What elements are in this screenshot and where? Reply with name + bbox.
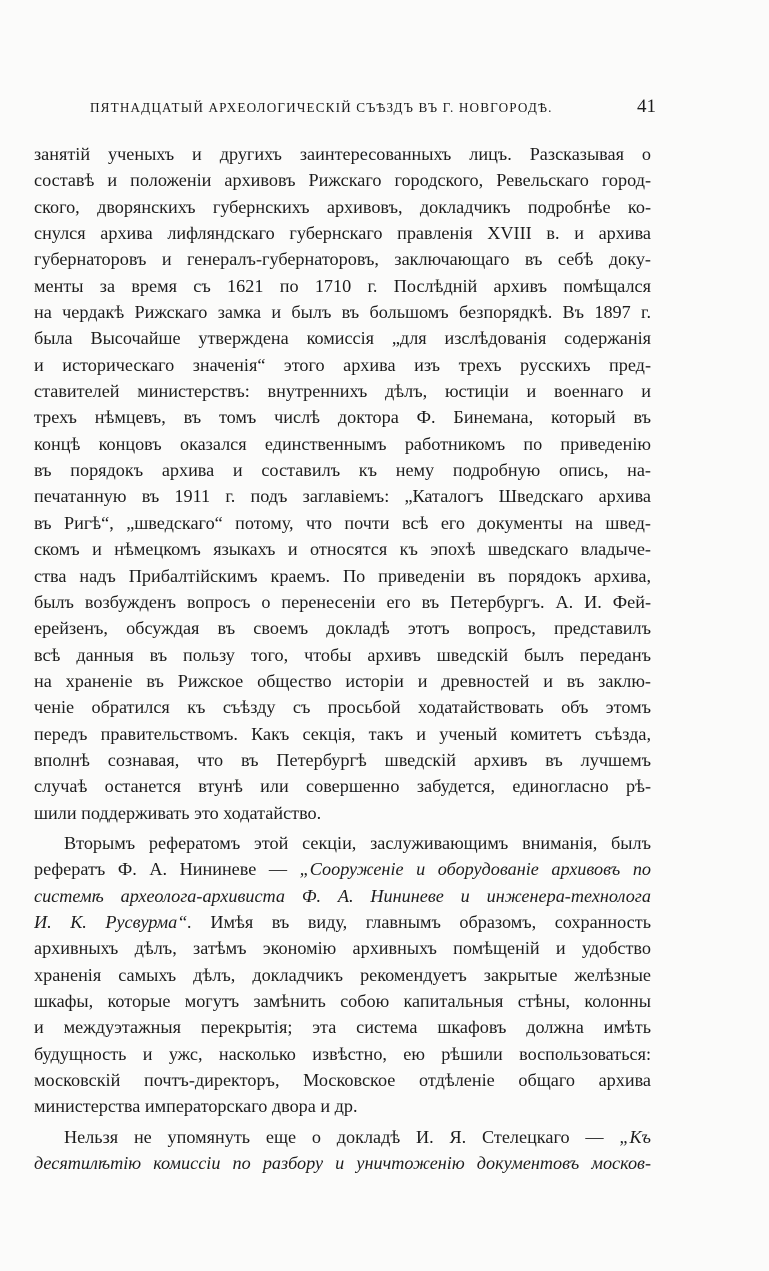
text-line [34, 483, 651, 509]
line-text: ского, дворянскихъ губернскихъ архивовъ, докладчикъ подробнѣе ко- [34, 196, 651, 217]
line-text: министерства императорскаго двора и др. [34, 1096, 358, 1117]
text-line [34, 352, 651, 378]
line-text: всѣ данныя въ пользу того, чтобы архивъ шведскій былъ переданъ [34, 644, 651, 665]
text-line [34, 773, 651, 799]
text-line [34, 404, 651, 430]
text-line [34, 299, 651, 325]
running-head [90, 96, 656, 122]
text-line [34, 721, 651, 747]
text-line [34, 909, 651, 935]
text-line [34, 431, 651, 457]
line-text: шкафы, которые могутъ замѣнить собою капитальныя стѣны, колонны [34, 991, 651, 1011]
text-line [34, 141, 651, 167]
line-text: ерейзенъ, обсуждая въ своемъ докладѣ этотъ вопросъ, представилъ [34, 618, 651, 639]
text-line [34, 642, 651, 668]
line-text: печатанную въ 1911 г. подъ заглавіемъ: „Каталогъ Шведскаго архива [34, 486, 651, 507]
line-italic-text: „Сооруженіе и оборудованіе архивовъ по [299, 859, 651, 880]
line-italic-text: десятилѣтію комиссіи по разбору и уничтоженію документовъ москов- [34, 1153, 651, 1174]
page-number: 41 [637, 96, 656, 117]
line-text: и историческаго значенія“ этого архива изъ трехъ русскихъ пред- [34, 354, 651, 375]
line-text: ставителей министерствъ: внутреннихъ дѣлъ, юстиціи и военнаго и [34, 381, 651, 402]
text-line [34, 988, 651, 1014]
text-line [34, 615, 651, 641]
line-text: составѣ и положеніи архивовъ Рижскаго городского, Ревельскаго город- [34, 170, 651, 191]
text-line [34, 1150, 651, 1176]
text-line [34, 457, 651, 483]
text-line [34, 563, 651, 589]
line-text: Вторымъ рефератомъ этой секціи, заслуживающимъ вниманія, былъ [64, 832, 651, 853]
line-text: московскій почтъ-директоръ, Московское отдѣленіе общаго архива [34, 1070, 651, 1091]
line-text: и междуэтажныя перекрытія; эта система шкафовъ должна имѣть [34, 1017, 651, 1038]
line-text: трехъ нѣмцевъ, въ томъ числѣ доктора Ф. Бинемана, который въ [34, 407, 651, 428]
line-text: губернаторовъ и генералъ-губернаторовъ, заключающаго въ себѣ доку- [34, 249, 651, 270]
text-line [34, 589, 651, 615]
text-line [34, 536, 651, 562]
line-text: на храненіе въ Рижское общество исторіи и древностей и въ заклю- [34, 670, 651, 691]
line-text: былъ возбужденъ вопросъ о перенесеніи его въ Петербургъ. А. И. Фей- [34, 591, 651, 612]
text-line [34, 747, 651, 773]
line-italic-text: системѣ археолога-архивиста Ф. А. Нининеве и инженера-технолога [34, 885, 651, 906]
text-line [34, 325, 651, 351]
line-text: рефератъ Ф. А. Нининеве — [34, 859, 300, 880]
line-text: храненія самыхъ дѣлъ, докладчикъ рекомендуетъ закрытые желѣзные [34, 964, 651, 985]
text-line [34, 1041, 651, 1067]
text-line [34, 246, 651, 272]
text-line [34, 935, 651, 961]
text-line [34, 668, 651, 694]
line-text: менты за время съ 1621 по 1710 г. Послѣдній архивъ помѣщался [34, 275, 651, 296]
text-line [34, 378, 651, 404]
text-line [34, 1124, 651, 1150]
line-text: архивныхъ дѣлъ, затѣмъ экономію архивныхъ помѣщеній и удобство [34, 938, 651, 959]
text-line [34, 856, 651, 882]
line-text-rest: Имѣя въ виду, главнымъ образомъ, сохранность [191, 911, 651, 932]
line-text: въ Ригѣ“, „шведскаго“ потому, что почти всѣ его документы на швед- [34, 512, 651, 533]
line-text: случаѣ останется втунѣ или совершенно забудется, единогласно рѣ- [34, 776, 651, 797]
line-italic-text: И. К. Русвурма“. [34, 911, 192, 932]
line-italic-text: „Къ [619, 1126, 651, 1147]
line-text: вполнѣ сознавая, что въ Петербургѣ шведскій архивъ въ лучшемъ [34, 749, 651, 770]
text-line [34, 830, 651, 856]
line-text: концѣ концовъ оказался единственнымъ работникомъ по приведенію [34, 433, 651, 454]
line-text: будущность и ужс, насколько извѣстно, ею рѣшили воспользоваться: [34, 1043, 651, 1064]
line-text: на чердакѣ Рижскаго замка и былъ въ большомъ безпорядкѣ. Въ 1897 г. [34, 302, 651, 323]
text-line [34, 220, 651, 246]
line-text: ченіе обратился къ съѣзду съ просьбой ходатайствовать объ этомъ [34, 697, 651, 718]
text-line [34, 1014, 651, 1040]
line-text: въ порядокъ архива и составилъ къ нему подробную опись, на- [34, 460, 651, 481]
text-line [34, 883, 651, 909]
line-text: скомъ и нѣмецкомъ языкахъ и относятся къ эпохѣ шведскаго владыче- [34, 539, 651, 560]
line-text: шили поддерживать это ходатайство. [34, 802, 322, 823]
text-line [34, 694, 651, 720]
line-text: занятій ученыхъ и другихъ заинтересованныхъ лицъ. Разсказывая о [34, 144, 651, 164]
line-text: снулся архива лифляндскаго губернскаго правленія XVIII в. и архива [34, 223, 651, 244]
line-text: была Высочайше утверждена комиссія „для изслѣдованія содержанія [34, 328, 651, 349]
text-line [34, 800, 651, 826]
text-line [34, 510, 651, 536]
line-text: Нельзя не упомянуть еще о докладѣ И. Я. Стелецкаго — [64, 1126, 620, 1147]
running-title: ПЯТНАДЦАТЫЙ АРХЕОЛОГИЧЕСКІЙ СЪѢЗДЪ ВЪ Г. НОВГОРОДѢ. [90, 100, 553, 115]
text-line [34, 167, 651, 193]
line-text: ства надъ Прибалтійскимъ краемъ. По приведеніи въ порядокъ архива, [34, 565, 651, 586]
text-line [34, 1093, 651, 1119]
body-text [34, 141, 651, 1176]
text-line [34, 273, 651, 299]
text-line [34, 1067, 651, 1093]
text-line [34, 194, 651, 220]
line-text: передъ правительствомъ. Какъ секція, такъ и ученый комитетъ съѣзда, [34, 723, 651, 744]
text-line [34, 962, 651, 988]
